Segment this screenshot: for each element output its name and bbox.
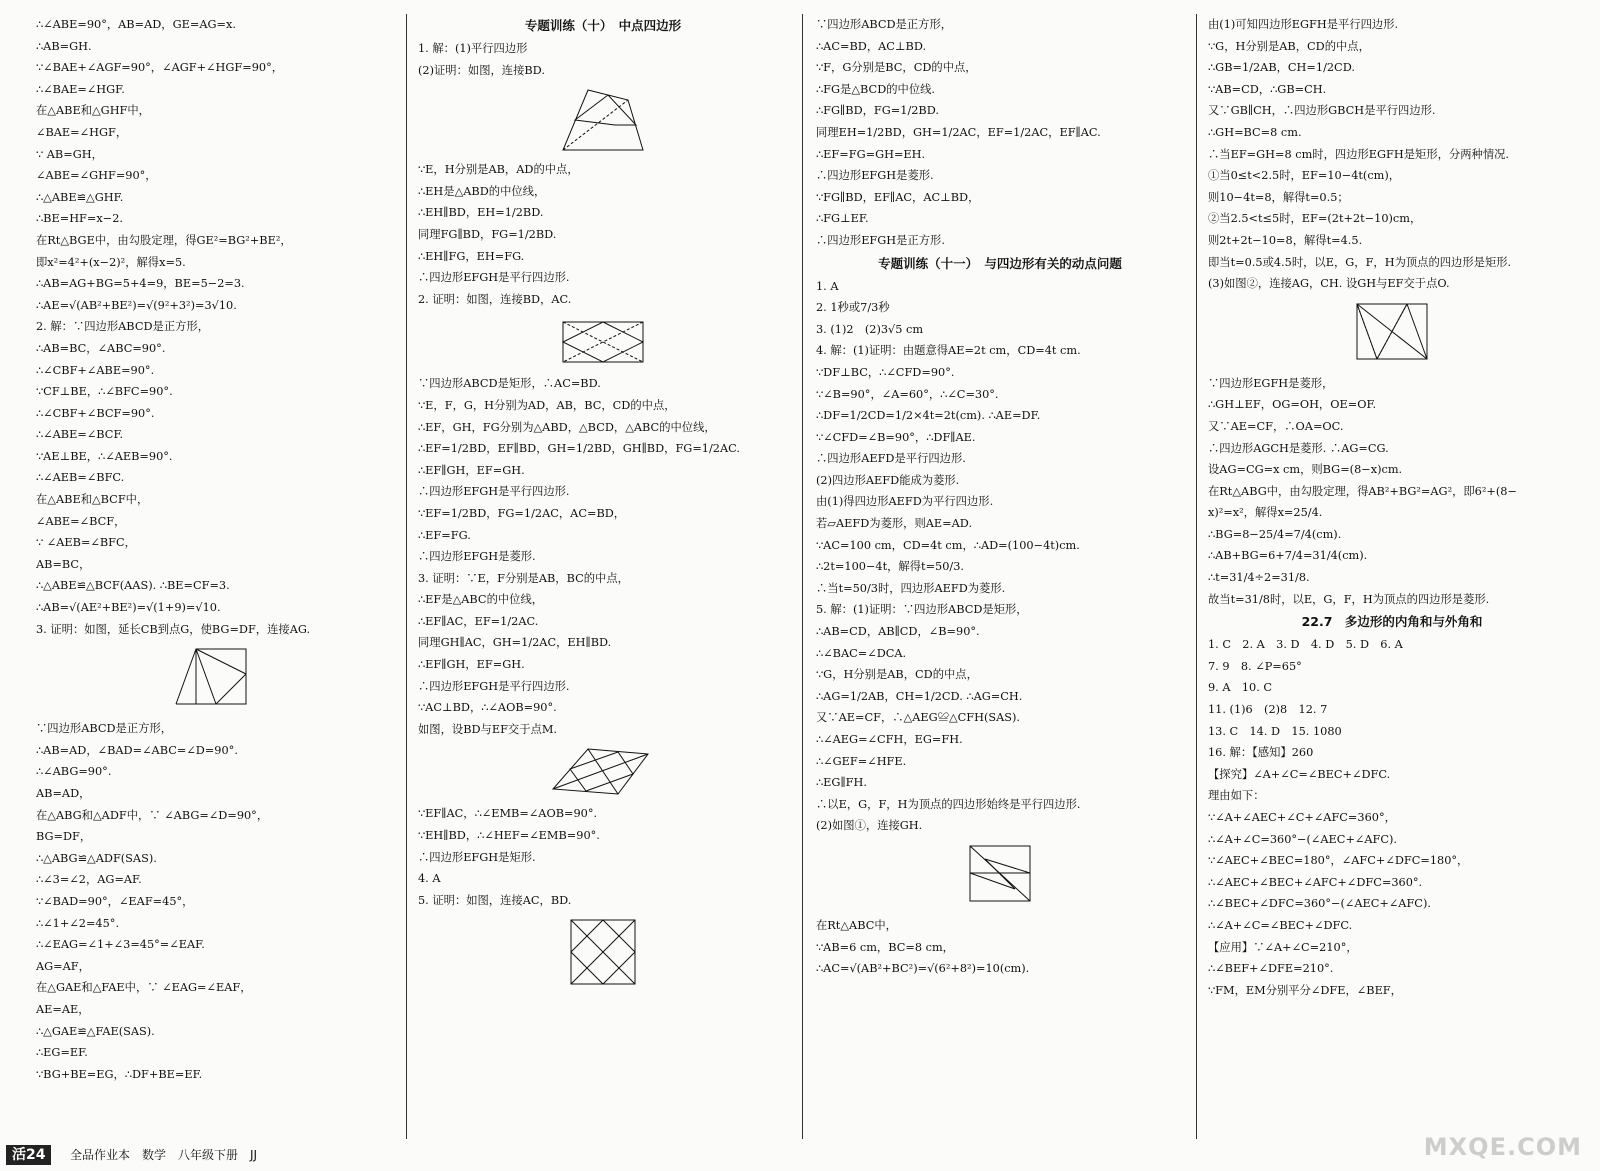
answer-line: ∴四边形EFGH是矩形. [418, 850, 536, 864]
answer-line: ∵ AB=GH， [36, 147, 103, 161]
answer-line: 在Rt△BGE中，由勾股定理，得GE²=BG²+BE²， [36, 233, 292, 247]
answer-line: AB=BC， [36, 557, 91, 571]
answer-line: ∴t=31/4÷2=31/8. [1208, 571, 1310, 585]
answer-line: ∴△ABE≌△GHF. [36, 190, 124, 204]
answer-line: 又∵GB∥CH，∴四边形GBCH是平行四边形. [1208, 104, 1436, 118]
answer-line: 即当t=0.5或4.5时，以E，G，F，H为顶点的四边形是矩形. [1208, 255, 1512, 269]
answer-line: ∵FG∥BD，EF∥AC，AC⊥BD， [816, 190, 980, 204]
answer-line: ∴GH=BC=8 cm. [1208, 125, 1302, 139]
answer-line: ①当0≤t<2.5时，EF=10−4t(cm)， [1208, 169, 1401, 183]
answer-line: ∵EH∥BD，∴∠HEF=∠EMB=90°. [418, 829, 600, 843]
answer-line: ∴∠GEF=∠HFE. [816, 754, 907, 768]
answer-line: 在△ABE和△BCF中， [36, 493, 149, 507]
watermark-logo: MXQE.COM [1423, 1133, 1582, 1161]
answer-line: ∴四边形EFGH是菱形. [418, 550, 536, 564]
figure-2-diagram [1347, 299, 1437, 369]
answer-line: ∴EF∥AC，EF=1/2AC. [418, 614, 539, 628]
answer-line: ∵CF⊥BE，∴∠BFC=90°. [36, 385, 173, 399]
answer-line: ∴∠EAG=∠1+∠3=45°=∠EAF. [36, 938, 205, 952]
answer-line: ∵BG+BE=EG，∴DF+BE=EF. [36, 1067, 203, 1081]
answer-line: 故当t=31/8时，以E，G，F，H为顶点的四边形是菱形. [1208, 592, 1490, 606]
answer-line: ∵G，H分别是AB，CD的中点， [1208, 39, 1370, 53]
section-title: 专题训练（十一） 与四边形有关的动点问题 [878, 255, 1122, 271]
answer-line: ∠BAE=∠HGF， [36, 125, 128, 139]
answer-line: ∴AG=1/2AB，CH=1/2CD. ∴AG=CH. [816, 689, 1023, 703]
section-title: 专题训练（十） 中点四边形 [524, 18, 682, 33]
answer-line: ∴EG=EF. [36, 1046, 88, 1060]
answer-line: ∵∠BAE+∠AGF=90°，∠AGF+∠HGF=90°， [36, 61, 284, 75]
answer-line: (2)如图①，连接GH. [816, 819, 923, 833]
answer-line: 又∵AE=CF，∴OA=OC. [1208, 419, 1344, 433]
answer-line: 1. C 2. A 3. D 4. D 5. D 6. A [1208, 638, 1403, 652]
answer-column-1 [30, 14, 402, 1124]
answer-line: ∵AC=100 cm，CD=4t cm，∴AD=(100−4t)cm. [816, 538, 1080, 552]
figure-1-diagram [960, 841, 1040, 911]
answer-line: ∴AC=BD，AC⊥BD. [816, 39, 927, 53]
answer-line: 9. A 10. C [1208, 681, 1273, 695]
answer-column-4 [1202, 14, 1582, 1124]
rectangle-midpoint-diagram [553, 314, 653, 369]
page-number: 活24 [6, 1145, 51, 1165]
answer-line: 【探究】∠A+∠C=∠BEC+∠DFC. [1208, 767, 1391, 781]
answer-line: (3)如图②，连接AG，CH. 设GH与EF交于点O. [1208, 277, 1450, 291]
answer-line: 2. 1秒或7/3秒 [816, 301, 890, 315]
answer-line: ∴∠AEG=∠CFH，EG=FH. [816, 733, 963, 746]
answer-line: ∵EF∥AC，∴∠EMB=∠AOB=90°. [418, 807, 598, 821]
answer-line: 1. A [816, 279, 839, 293]
answer-line: ∴EF是△ABC的中位线， [418, 593, 544, 607]
answer-line: 4. 解：(1)证明：由题意得AE=2t cm，CD=4t cm. [816, 344, 1081, 358]
answer-line: AB=AD， [36, 787, 91, 800]
answer-line: ∴∠BAE=∠HGF. [36, 82, 125, 96]
answer-line: 【应用】∵∠A+∠C=210°， [1208, 940, 1358, 954]
answer-line: ∵DF⊥BC，∴∠CFD=90°. [816, 365, 955, 379]
answer-line: x)²=x²，解得x=25/4. [1208, 506, 1323, 520]
answer-line: ∵∠BAD=90°，∠EAF=45°， [36, 894, 194, 908]
section-title: 22.7 多边形的内角和与外角和 [1301, 614, 1483, 630]
answer-line: ∵G，H分别是AB，CD的中点， [816, 668, 978, 682]
answer-line: ∵∠A+∠AEC+∠C+∠AFC=360°， [1208, 811, 1396, 824]
answer-line: ∵∠B=90°，∠A=60°，∴∠C=30°. [816, 387, 999, 401]
answer-line: ∴△ABG≌△ADF(SAS). [36, 851, 157, 865]
answer-line: ∵AB=6 cm，BC=8 cm， [816, 940, 954, 954]
answer-line: ∵四边形ABCD是矩形，∴AC=BD. [418, 377, 601, 391]
answer-line: ∴AB=CD，AB∥CD，∠B=90°. [816, 625, 980, 639]
answer-line: 由(1)可知四边形EGFH是平行四边形. [1208, 18, 1399, 31]
answer-line: 2. 证明：如图，连接BD，AC. [418, 292, 572, 306]
column-divider [1196, 14, 1197, 1139]
answer-line: ∵四边形ABCD是正方形， [816, 18, 953, 31]
answer-line: 3. (1)2 (2)3√5 cm [816, 322, 924, 336]
column-divider [802, 14, 803, 1139]
answer-line: ∴AE=√(AB²+BE²)=√(9²+3²)=3√10. [36, 298, 237, 312]
column-divider [406, 14, 407, 1139]
answer-line: 同理FG∥BD，FG=1/2BD. [418, 227, 557, 241]
answer-line: ∵EF=1/2BD，FG=1/2AC，AC=BD， [418, 506, 626, 520]
answer-line: ∵AE⊥BE，∴∠AEB=90°. [36, 449, 173, 463]
answer-line: ∠ABE=∠BCF， [36, 514, 126, 528]
square-midpoint-diagram [563, 915, 643, 990]
answer-line: ∴△GAE≌△FAE(SAS). [36, 1024, 155, 1038]
answer-line: 又∵AE=CF，∴△AEG≌△CFH(SAS). [816, 711, 1021, 725]
answer-line: ∴∠ABE=90°，AB=AD，GE=AG=x. [36, 18, 236, 31]
answer-line: AG=AF， [36, 959, 90, 973]
answer-line: 2. 解：∵四边形ABCD是正方形， [36, 320, 210, 334]
answer-line: ∴四边形EFGH是正方形. [816, 233, 945, 247]
answer-line: 理由如下： [1208, 789, 1265, 803]
answer-line: ∴∠1+∠2=45°. [36, 916, 120, 930]
answer-line: ∴EG∥FH. [816, 776, 867, 790]
answer-line: ∴∠BEF+∠DFE=210°. [1208, 962, 1334, 976]
answer-line: 13. C 14. D 15. 1080 [1208, 724, 1342, 738]
book-title: 全品作业本 数学 八年级下册 JJ [70, 1148, 258, 1162]
answer-line: ∴当EF=GH=8 cm时，四边形EGFH是矩形，分两种情况. [1208, 147, 1510, 161]
answer-line: 7. 9 8. ∠P=65° [1208, 659, 1302, 673]
quadrilateral-midpoint-diagram [553, 85, 653, 155]
answer-line: ∵四边形ABCD是正方形， [36, 722, 173, 736]
answer-line: ∴∠BEC+∠DFC=360°−(∠AEC+∠AFC). [1208, 897, 1431, 911]
answer-line: ∵ ∠AEB=∠BFC， [36, 536, 136, 550]
answer-line: ∴当t=50/3时，四边形AEFD为菱形. [816, 581, 1006, 595]
answer-line: ∴GB=1/2AB，CH=1/2CD. [1208, 61, 1355, 75]
answer-line: 在Rt△ABG中，由勾股定理，得AB²+BG²=AG²，即6²+(8− [1208, 484, 1517, 498]
answer-line: 同理GH∥AC，GH=1/2AC，EH∥BD. [418, 636, 612, 650]
answer-line: 在△ABG和△ADF中，∵ ∠ABG=∠D=90°， [36, 808, 269, 822]
answer-line: 在Rt△ABC中， [816, 918, 897, 932]
answer-line: ∴四边形AEFD是平行四边形. [816, 452, 966, 466]
answer-line: ∴BE=HF=x−2. [36, 212, 123, 226]
answer-line: 若▱AEFD为菱形，则AE=AD. [816, 517, 973, 531]
answer-line: ∴∠AEC+∠BEC+∠AFC+∠DFC=360°. [1208, 875, 1423, 889]
answer-line: ∵E，H分别是AB，AD的中点， [418, 163, 579, 177]
square-figure-diagram [171, 644, 261, 714]
answer-line: 16. 解：【感知】260 [1208, 746, 1314, 760]
answer-line: ②当2.5<t≤5时，EF=(2t+2t−10)cm， [1208, 212, 1422, 226]
answer-line: ∴∠3=∠2，AG=AF. [36, 873, 142, 887]
answer-line: ∴EH∥FG，EH=FG. [418, 249, 525, 263]
answer-line: ∴AB=√(AE²+BE²)=√(1+9)=√10. [36, 601, 221, 615]
answer-line: ∴EF∥GH，EF=GH. [418, 658, 525, 672]
answer-line: 则10−4t=8，解得t=0.5； [1208, 190, 1349, 204]
answer-column-3 [810, 14, 1190, 1124]
answer-line: ∴∠CBF+∠BCF=90°. [36, 406, 155, 420]
answer-line: ∴∠A+∠C=∠BEC+∠DFC. [1208, 918, 1353, 932]
answer-line: ∴EF=FG=GH=EH. [816, 147, 926, 161]
answer-line: ∴∠BAC=∠DCA. [816, 646, 907, 660]
answer-line: ∴以E，G，F，H为顶点的四边形始终是平行四边形. [816, 797, 1081, 811]
answer-line: ∵FM，EM分别平分∠DFE，∠BEF， [1208, 983, 1402, 997]
answer-line: 即x²=4²+(x−2)²，解得x=5. [36, 255, 186, 269]
answer-line: ∴FG∥BD，FG=1/2BD. [816, 104, 939, 118]
answer-line: ∴四边形AGCH是菱形. ∴AG=CG. [1208, 441, 1389, 455]
answer-line: ∴FG⊥EF. [816, 212, 869, 226]
answer-line: ∴四边形EFGH是平行四边形. [418, 679, 570, 693]
answer-line: ∴四边形EFGH是菱形. [816, 169, 934, 183]
answer-line: (2)四边形AEFD能成为菱形. [816, 473, 960, 487]
answer-line: 如图，设BD与EF交于点M. [418, 722, 557, 736]
answer-line: ∴BG=8−25/4=7/4(cm). [1208, 527, 1342, 541]
answer-line: ∴EF∥GH，EF=GH. [418, 463, 525, 477]
answer-line: AE=AE， [36, 1002, 90, 1016]
perpendicular-diagonals-diagram [548, 744, 658, 799]
answer-line: 4. A [418, 872, 441, 886]
answer-line: ∴∠ABE=∠BCF. [36, 428, 124, 442]
answer-line: ∵∠AEC+∠BEC=180°，∠AFC+∠DFC=180°， [1208, 854, 1469, 868]
answer-line: ∴∠ABG=90°. [36, 765, 112, 779]
answer-line: ∴∠AEB=∠BFC. [36, 471, 125, 485]
answer-line: ∴EF=1/2BD，EF∥BD，GH=1/2BD，GH∥BD，FG=1/2AC. [418, 442, 740, 456]
answer-column-2 [412, 14, 794, 1124]
answer-line: ∴AB+BG=6+7/4=31/4(cm). [1208, 549, 1368, 563]
answer-line: 设AG=CG=x cm，则BG=(8−x)cm. [1208, 463, 1403, 477]
answer-line: 由(1)得四边形AEFD为平行四边形. [816, 495, 994, 509]
answer-line: ∠ABE=∠GHF=90°， [36, 169, 157, 183]
answer-line: 在△GAE和△FAE中，∵ ∠EAG=∠EAF， [36, 981, 252, 995]
answer-line: ∴∠CBF+∠ABE=90°. [36, 363, 155, 377]
answer-line: 11. (1)6 (2)8 12. 7 [1208, 703, 1328, 717]
answer-line: ∴DF=1/2CD=1/2×4t=2t(cm). ∴AE=DF. [816, 409, 1041, 423]
answer-line: ∴EH∥BD，EH=1/2BD. [418, 206, 544, 220]
answer-line: (2)证明：如图，连接BD. [418, 63, 545, 77]
answer-line: ∴EF=FG. [418, 528, 471, 542]
answer-line: 3. 证明：如图，延长CB到点G，使BG=DF，连接AG. [36, 622, 311, 636]
answer-line: 5. 证明：如图，连接AC，BD. [418, 893, 572, 907]
answer-line: BG=DF， [36, 830, 92, 844]
answer-line: ∴EF，GH，FG分别为△ABD，△BCD，△ABC的中位线， [418, 420, 716, 434]
answer-line: ∴FG是△BCD的中位线. [816, 82, 936, 96]
answer-line: ∴GH⊥EF，OG=OH，OE=OF. [1208, 398, 1377, 412]
answer-line: ∴AB=GH. [36, 39, 92, 53]
answer-line: 同理EH=1/2BD，GH=1/2AC，EF=1/2AC，EF∥AC. [816, 125, 1101, 139]
page-footer [0, 1133, 1600, 1171]
answer-line: ∵四边形EGFH是菱形， [1208, 376, 1334, 390]
answer-line: ∴AC=√(AB²+BC²)=√(6²+8²)=10(cm). [816, 962, 1030, 976]
answer-line: 在△ABE和△GHF中， [36, 104, 150, 118]
answer-line: ∵∠CFD=∠B=90°，∴DF∥AE. [816, 430, 976, 444]
answer-line: ∵E，F，G，H分别为AD，AB，BC，CD的中点， [418, 398, 676, 412]
answer-line: ∵AC⊥BD，∴∠AOB=90°. [418, 701, 557, 715]
answer-line: ∴AB=BC，∠ABC=90°. [36, 341, 166, 355]
answer-line: 则2t+2t−10=8，解得t=4.5. [1208, 233, 1363, 247]
answer-line: ∴AB=AD，∠BAD=∠ABC=∠D=90°. [36, 743, 238, 757]
answer-line: 5. 解：(1)证明：∵四边形ABCD是矩形， [816, 603, 1028, 617]
answer-line: ∴2t=100−4t，解得t=50/3. [816, 560, 964, 574]
answer-line: ∴四边形EFGH是平行四边形. [418, 271, 570, 285]
answer-line: ∵F，G分别是BC，CD的中点， [816, 61, 977, 75]
answer-line: ∴△ABE≌△BCF(AAS). ∴BE=CF=3. [36, 579, 230, 593]
answer-line: ∴EH是△ABD的中位线， [418, 184, 546, 198]
answer-line: 1. 解：(1)平行四边形 [418, 42, 528, 55]
answer-line: ∵AB=CD，∴GB=CH. [1208, 82, 1327, 96]
answer-line: ∴∠A+∠C=360°−(∠AEC+∠AFC). [1208, 832, 1398, 846]
answer-line: ∴AB=AG+BG=5+4=9，BE=5−2=3. [36, 277, 245, 291]
answer-line: ∴四边形EFGH是平行四边形. [418, 485, 570, 499]
answer-line: 3. 证明：∵E，F分别是AB，BC的中点， [418, 571, 629, 585]
